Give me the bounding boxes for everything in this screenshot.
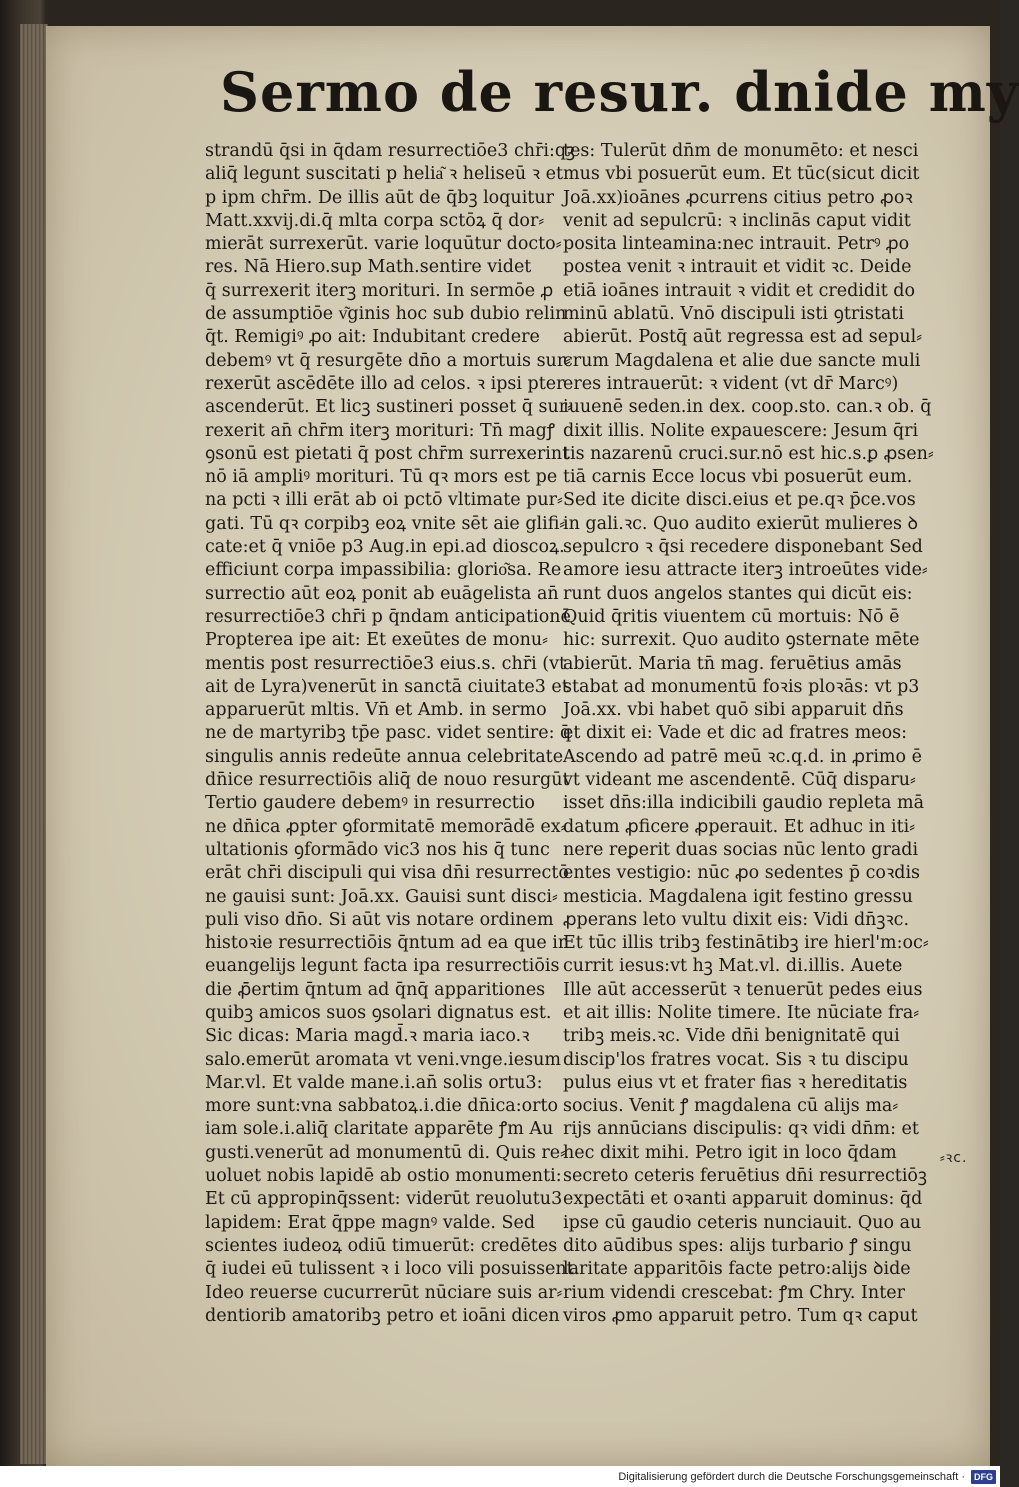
text-line: Mar.vl. Et valde mane.i.an̄ solis ortu3: xyxy=(205,1072,543,1093)
text-line: ne de martyribꝫ tp̄e pasc. videt sentire: q̄ xyxy=(205,723,572,744)
footer-note: Digitalisierung gefördert durch die Deutsche Forschungsgemeinschaft · xyxy=(618,1470,965,1483)
text-line: die ꝓ̄ertim q̄ntum ad q̄nq̄ apparitiones xyxy=(205,979,546,1000)
text-line: gusti.venerūt ad monumentū di. Quis re⸗ xyxy=(205,1142,566,1163)
text-line: abierūt. Maria tn̄ mag. feruētius amās xyxy=(563,653,902,674)
text-line: Et cū appropinq̄ssent: viderūt reuolutu3 xyxy=(205,1189,563,1210)
text-line: salo.emerūt aromata vt veni.vnge.iesum xyxy=(205,1049,561,1070)
text-line: dixit illis. Nolite expauescere: Jesum q̄ri xyxy=(563,420,919,441)
text-line: Tertio gaudere debemꝰ in resurrectio xyxy=(205,793,535,814)
dfg-logo: DFG xyxy=(971,1470,996,1484)
text-line: ne gauisi sunt: Joā.xx. Gauisi sunt disci⸗ xyxy=(205,886,558,907)
text-line: et ait illis: Nolite timere. Ite nūciate fra⸗ xyxy=(563,1002,920,1023)
text-line: hic: surrexit. Quo audito ꝯsternate mēte xyxy=(563,630,920,651)
text-line: q̄ surrexerit iterꝫ morituri. In sermōe ꝓ xyxy=(205,280,554,301)
text-line: dito aūdibus spes: alijs turbario ꝭ singu xyxy=(563,1235,912,1256)
text-line: tribꝫ meis.ꝛc. Vide dn̄i benignitatē qui xyxy=(563,1026,900,1047)
text-line: viros ꝓmo apparuit petro. Tum qꝛ caput xyxy=(563,1305,918,1326)
text-line: rijs annūcians discipulis: qꝛ vidi dn̄m: et xyxy=(563,1119,919,1140)
text-line: Quid q̄ritis viuentem cū mortuis: Nō ē xyxy=(563,606,900,627)
text-line: scientes iudeoꝝ odiū timuerūt: credētes xyxy=(205,1235,558,1256)
text-line: Joā.xx)ioānes ꝓcurrens citius petro ꝓoꝛ xyxy=(563,187,913,208)
text-line: de assumptiōe v͂ginis hoc sub dubio relin xyxy=(205,304,567,325)
text-line: nō iā ampliꝰ morituri. Tū qꝛ mors est pe xyxy=(205,467,558,488)
running-head-left: Sermo de resur. dni xyxy=(220,60,835,124)
text-line: amore iesu attracte iterꝫ introeūtes vide⸗ xyxy=(563,560,928,581)
text-line: ait de Lyra)venerūt in sanctā ciuitate3 et xyxy=(205,676,569,697)
text-line: pulus eius vt et frater fias ꝛ hereditatis xyxy=(563,1072,908,1093)
text-line: mesticia. Magdalena igit festino gressu xyxy=(563,886,913,907)
text-line: rium videndi crescebat: ꝭm Chry. Inter xyxy=(563,1282,905,1303)
text-line: entes vestigio: nūc ꝓo sedentes p̄ coꝛdis xyxy=(563,863,921,884)
text-line: singulis annis redeūte annua celebritate xyxy=(205,746,564,767)
text-line: stabat ad monumentū foꝛis ploꝛās: vt p3 xyxy=(563,676,920,697)
text-line: aliq̄ legunt suscitati p helia͂ ꝛ heliseū ꝛ et xyxy=(205,164,563,185)
text-line: lapidem: Erat q̄ppe magnꝰ valde. Sed xyxy=(205,1212,536,1233)
text-line: venit ad sepulcrū: ꝛ inclinās caput vidit xyxy=(563,210,911,231)
text-line: sepulcro ꝛ q̄si recedere disponebant Sed xyxy=(563,537,923,558)
text-line: Joā.xx. vbi habet quō sibi apparuit dn̄s xyxy=(563,700,904,721)
text-line: mierāt surrexerūt. varie loquūtur docto⸗ xyxy=(205,234,562,255)
text-line: strandū q̄si in q̄dam resurrectiōe3 chr̄i:qꝫ xyxy=(205,141,576,161)
text-line: rexerūt ascēdēte illo ad celos. ꝛ ipsi pter xyxy=(205,373,565,394)
text-line: na pcti ꝛ illi erāt ab oi pctō vltimate pur⸗ xyxy=(205,490,563,511)
text-line: resurrectiōe3 chr̄i p q̄ndam anticipationē xyxy=(205,606,571,627)
text-line: dentiorib amatoribꝫ petro et ioāni dicen xyxy=(205,1305,560,1326)
text-line: more sunt:vna sabbatoꝝ.i.die dn̄ica:orto xyxy=(205,1096,559,1117)
text-line: abierūt. Postq̄ aūt regressa est ad sepul⸗ xyxy=(563,327,923,348)
digitization-footer xyxy=(0,1466,1000,1487)
text-line: ultationis ꝯformādo vic3 nos his q̄ tunc xyxy=(205,839,550,860)
text-line: vt videant me ascendentē. Cūq̄ disparu⸗ xyxy=(563,770,916,791)
text-line: erāt chr̄i discipuli qui visa dn̄i resurrectō xyxy=(205,863,569,884)
text-line: crum Magdalena et alie due sancte muli xyxy=(563,350,921,371)
text-line: eres intrauerūt: ꝛ vident (vt dr̄ Marcꝰ) xyxy=(563,373,899,394)
right-text-column xyxy=(563,140,934,1328)
book-fore-edge xyxy=(20,24,48,1464)
text-line: hec dixit mihi. Petro igit in loco q̄dam xyxy=(563,1142,897,1163)
text-line: histoꝛie resurrectiōis q̄ntum ad ea que in xyxy=(205,933,570,954)
text-line: Ascendo ad patrē meū ꝛc.q.d. in ꝓrimo ē xyxy=(563,746,922,767)
text-line: runt duos angelos stantes qui dicūt eis: xyxy=(563,583,913,604)
text-line: efficiunt corpa impassibilia: glorio͂sa. Re xyxy=(205,560,562,581)
left-text-column xyxy=(205,140,580,1328)
text-line: rexerit an̄ chr̄m iterꝫ morituri: Tn̄ magꝭ xyxy=(205,420,556,441)
text-line: apparuerūt mltis. Vn̄ et Amb. in sermo xyxy=(205,700,547,721)
text-line: datum ꝓficere ꝓperauit. Et adhuc in iti⸗ xyxy=(563,816,916,837)
text-line: secreto ceteris feruētius dn̄i resurrectiōꝫ xyxy=(563,1166,927,1187)
text-line: etiā ioānes intrauit ꝛ vidit et credidit do xyxy=(563,280,916,301)
text-line: ne dn̄ica ꝓpter ꝯformitatē memorādē ex⸗ xyxy=(205,816,567,837)
text-line: q̄t. Remigiꝰ ꝓo ait: Indubitant credere xyxy=(205,327,540,348)
text-line: res. Nā Hiero.sup Math.sentire videt xyxy=(205,257,532,278)
text-line: euangelijs legunt facta ipa resurrectiōis xyxy=(205,956,560,977)
text-line: Et tūc illis tribꝫ festinātibꝫ ire hierl'm:oc⸗ xyxy=(563,933,929,954)
text-line: isset dn̄s:illa indicibili gaudio repleta mā xyxy=(563,793,925,814)
text-line: expectāti et oꝛanti apparuit dominus: q̄d xyxy=(563,1189,923,1210)
text-line: Ille aūt accesserūt ꝛ tenuerūt pedes eius xyxy=(563,979,923,1000)
text-line: uoluet nobis lapidē ab ostio monumenti: xyxy=(205,1166,562,1187)
text-line: nere reꝑerit duas socias nūc lento gradi xyxy=(563,839,919,860)
text-line: posita linteamina:nec intrauit. Petrꝰ ꝓo xyxy=(563,234,910,255)
running-head-right: de my xyxy=(834,60,1019,124)
text-line: in gali.ꝛc. Quo audito exierūt mulieres ꝺ xyxy=(563,513,918,534)
running-head xyxy=(220,60,1019,124)
text-line: ipse cū gaudio ceteris nunciauit. Quo au xyxy=(563,1212,922,1233)
text-line: p ipm chr̄m. De illis aūt de q̄bꝫ loquitur xyxy=(205,187,554,208)
text-line: debemꝰ vt q̄ resurgēte dn̄o a mortuis sur⸗ xyxy=(205,350,572,371)
text-line: gati. Tū qꝛ corpibꝫ eoꝝ vnite sēt aie glifi⸗ xyxy=(205,513,566,534)
marginal-note: ⸗ꝛc. xyxy=(940,1150,968,1166)
text-line: postea venit ꝛ intrauit et vidit ꝛc. Deide xyxy=(563,257,912,278)
text-line: Matt.xxvij.di.q̄ mlta corpa sctōꝝ q̄ dor⸗ xyxy=(205,210,545,231)
text-line: Propterea ipe ait: Et exeūtes de monu⸗ xyxy=(205,630,549,651)
text-line: ꝯsonū est pietati q̄ post chr̄m surrexerint xyxy=(205,443,570,464)
text-line: et dixit ei: Vade et dic ad fratres meos: xyxy=(563,723,908,744)
text-line: surrectio aūt eoꝝ ponit ab euāgelista an̄ xyxy=(205,583,559,604)
text-line: tiā carnis Ecce locus vbi posuerūt eum. xyxy=(563,467,913,488)
text-line: ascenderūt. Et licꝫ sustineri posset q̄ sur⸗ xyxy=(205,397,573,418)
text-line: socius. Venit ꝭ magdalena cū alijs ma⸗ xyxy=(563,1096,899,1117)
text-line: mus vbi posuerūt eum. Et tūc(sicut dicit xyxy=(563,164,920,185)
text-line: quibꝫ amicos suos ꝯsolari dignatus est. xyxy=(205,1002,552,1023)
text-line: iuuenē seden.in dex. coop.sto. can.ꝛ ob. q̄ xyxy=(563,397,932,418)
text-line: tes: Tulerūt dn̄m de monumēto: et nesci xyxy=(563,141,919,161)
text-line: q̄ iudei eū tulissent ꝛ i loco vili posuissent. xyxy=(205,1259,580,1280)
text-line: iam sole.i.aliq̄ claritate apparēte ꝭm Au xyxy=(205,1119,554,1140)
text-line: Sic dicas: Maria magd̄.ꝛ maria iaco.ꝛ xyxy=(205,1026,530,1047)
text-line: dn̄ice resurrectiōis aliq̄ de nouo resurgūt xyxy=(205,770,570,791)
text-line: tis nazarenū cruci.sur.nō est hic.s.ꝑ ꝓsen⸗ xyxy=(563,443,934,464)
text-line: Ideo reuerse cucurrerūt nūciare suis ar⸗ xyxy=(205,1282,563,1303)
text-line: puli viso dn̄o. Si aūt vis notare ordinem xyxy=(205,909,554,930)
text-line: mentis post resurrectiōe3 eius.s. chr̄i (vt xyxy=(205,653,567,674)
text-line: cate:et q̄ vniōe p3 Aug.in epi.ad dioscoꝝ. xyxy=(205,537,565,558)
text-line: Sed ite dicite disci.eius et pe.qꝛ p̄ce.vos xyxy=(563,490,916,511)
text-line: minū ablatū. Vnō discipuli isti ꝯtristati xyxy=(563,304,904,325)
text-line: laritate apparitōis facte petro:alijs ꝺide xyxy=(563,1259,911,1280)
text-line: discip'los fratres vocat. Sis ꝛ tu discipu xyxy=(563,1049,909,1070)
text-line: ꝓperans leto vultu dixit eis: Vidi dn̄ꝫꝛc. xyxy=(563,909,910,930)
text-line: currit iesus:vt hꝫ Mat.vl. di.illis. Auete xyxy=(563,956,903,977)
